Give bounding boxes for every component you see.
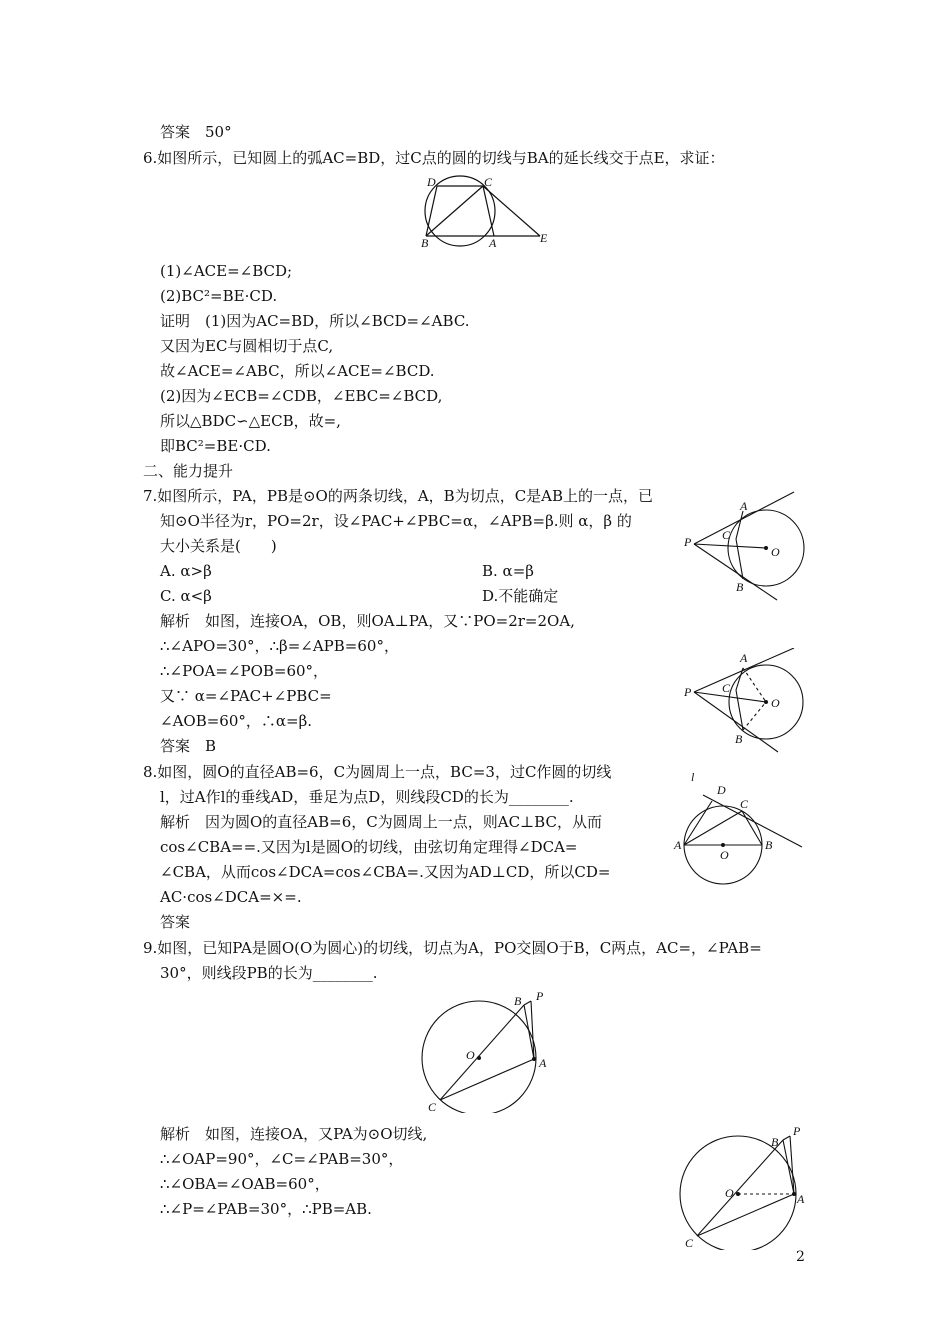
label-b: B [736, 580, 744, 594]
solution-7-line-5: ∠AOB=60°，∴α=β. [160, 712, 313, 730]
label-o: O [725, 1186, 734, 1200]
option-b: B. α=β [482, 562, 534, 580]
label-o: O [771, 545, 780, 559]
label-o: O [466, 1048, 475, 1062]
answer-5: 答案 50° [160, 123, 232, 141]
label-p: P [536, 989, 544, 1003]
option-a: A. α>β [160, 562, 212, 580]
problem-8-line-2: l，过A作l的垂线AD，垂足为点D，则线段CD的长为________. [160, 788, 574, 806]
label-b: B [735, 732, 743, 746]
label-c: C [685, 1236, 694, 1250]
label-o: O [771, 696, 780, 710]
label-a: A [489, 236, 497, 250]
figure-problem-8 [672, 768, 807, 886]
proof-line-2: 又因为EC与圆相切于点C, [160, 337, 334, 355]
solution-7-line-4: 又∵ α=∠PAC+∠PBC= [160, 687, 332, 705]
label-e: E [540, 231, 548, 245]
label-d: D [427, 175, 436, 189]
label-b: B [771, 1135, 779, 1149]
figure-problem-7 [680, 488, 810, 603]
answer-7: 答案 B [160, 737, 217, 755]
figure-problem-7-solution [680, 648, 810, 753]
label-c: C [722, 528, 731, 542]
solution-7-line-3: ∴∠POA=∠POB=60°， [160, 662, 329, 680]
problem-9-line-1: 9.如图，已知PA是圆O(O为圆心)的切线，切点为A，PO交圆O于B，C两点，AC=，∠PAB= [143, 939, 762, 957]
answer-8: 答案 [160, 913, 191, 931]
solution-7-line-1: 解析 如图，连接OA，OB，则OA⊥PA，又∵PO=2r=2OA, [160, 612, 575, 630]
solution-7-line-2: ∴∠APO=30°，∴β=∠APB=60°， [160, 637, 399, 655]
label-c: C [722, 681, 731, 695]
label-p: P [793, 1124, 801, 1138]
figure-problem-9-solution [670, 1122, 810, 1250]
label-p: P [684, 535, 692, 549]
label-d: D [717, 783, 726, 797]
label-a: A [797, 1192, 805, 1206]
figure-problem-6 [415, 175, 555, 250]
label-a: A [674, 838, 682, 852]
proof-line-4: (2)因为∠ECB=∠CDB，∠EBC=∠BCD, [160, 387, 443, 405]
label-a: A [539, 1056, 547, 1070]
solution-9-line-4: ∴∠P=∠PAB=30°，∴PB=AB. [160, 1200, 372, 1218]
problem-7-line-2: 知⊙O半径为r，PO=2r，设∠PAC+∠PBC=α，∠APB=β.则 α，β 的 [160, 512, 632, 530]
proof-line-3: 故∠ACE=∠ABC，所以∠ACE=∠BCD. [160, 362, 435, 380]
label-a: A [740, 499, 748, 513]
figure-problem-9 [418, 988, 558, 1113]
solution-8-line-4: AC·cos∠DCA=×=. [160, 888, 302, 906]
proof-line-5: 所以△BDC∽△ECB，故=, [160, 412, 341, 430]
problem-9-line-2: 30°，则线段PB的长为________. [160, 964, 378, 982]
label-o: O [720, 848, 729, 862]
section-heading: 二、能力提升 [143, 462, 234, 480]
option-c: C. α<β [160, 587, 212, 605]
label-c: C [484, 175, 493, 189]
label-b: B [765, 838, 773, 852]
problem-7-line-3: 大小关系是( ) [160, 537, 277, 555]
label-c: C [428, 1100, 437, 1113]
label-p: P [684, 685, 692, 699]
page-number: 2 [796, 1249, 805, 1265]
label-a: A [740, 651, 748, 665]
problem-6-part2: (2)BC²=BE·CD. [160, 287, 278, 305]
option-d: D.不能确定 [482, 587, 559, 605]
problem-8-line-1: 8.如图，圆O的直径AB=6，C为圆周上一点，BC=3，过C作圆的切线 [143, 763, 612, 781]
solution-9-line-3: ∴∠OBA=∠OAB=60°， [160, 1175, 330, 1193]
proof-line-6: 即BC²=BE·CD. [160, 437, 271, 455]
solution-8-line-1: 解析 因为圆O的直径AB=6，C为圆周上一点，则AC⊥BC，从而 [160, 813, 602, 831]
label-c: C [740, 797, 749, 811]
label-b: B [514, 994, 522, 1008]
problem-6-part1: (1)∠ACE=∠BCD; [160, 262, 293, 280]
problem-6-statement: 6.如图所示，已知圆上的弧AC=BD，过C点的圆的切线与BA的延长线交于点E，求证： [143, 149, 725, 167]
label-b: B [421, 236, 429, 250]
proof-line-1: 证明 (1)因为AC=BD，所以∠BCD=∠ABC. [160, 312, 470, 330]
solution-8-line-3: ∠CBA，从而cos∠DCA=cos∠CBA=.又因为AD⊥CD，所以CD= [160, 863, 611, 881]
solution-8-line-2: cos∠CBA==.又因为l是圆O的切线，由弦切角定理得∠DCA= [160, 838, 578, 856]
solution-9-line-1: 解析 如图，连接OA，又PA为⊙O切线, [160, 1125, 428, 1143]
problem-7-line-1: 7.如图所示，PA，PB是⊙O的两条切线，A，B为切点，C是AB上的一点，已 [143, 487, 654, 505]
solution-9-line-2: ∴∠OAP=90°，∠C=∠PAB=30°， [160, 1150, 404, 1168]
label-l: l [691, 770, 695, 784]
